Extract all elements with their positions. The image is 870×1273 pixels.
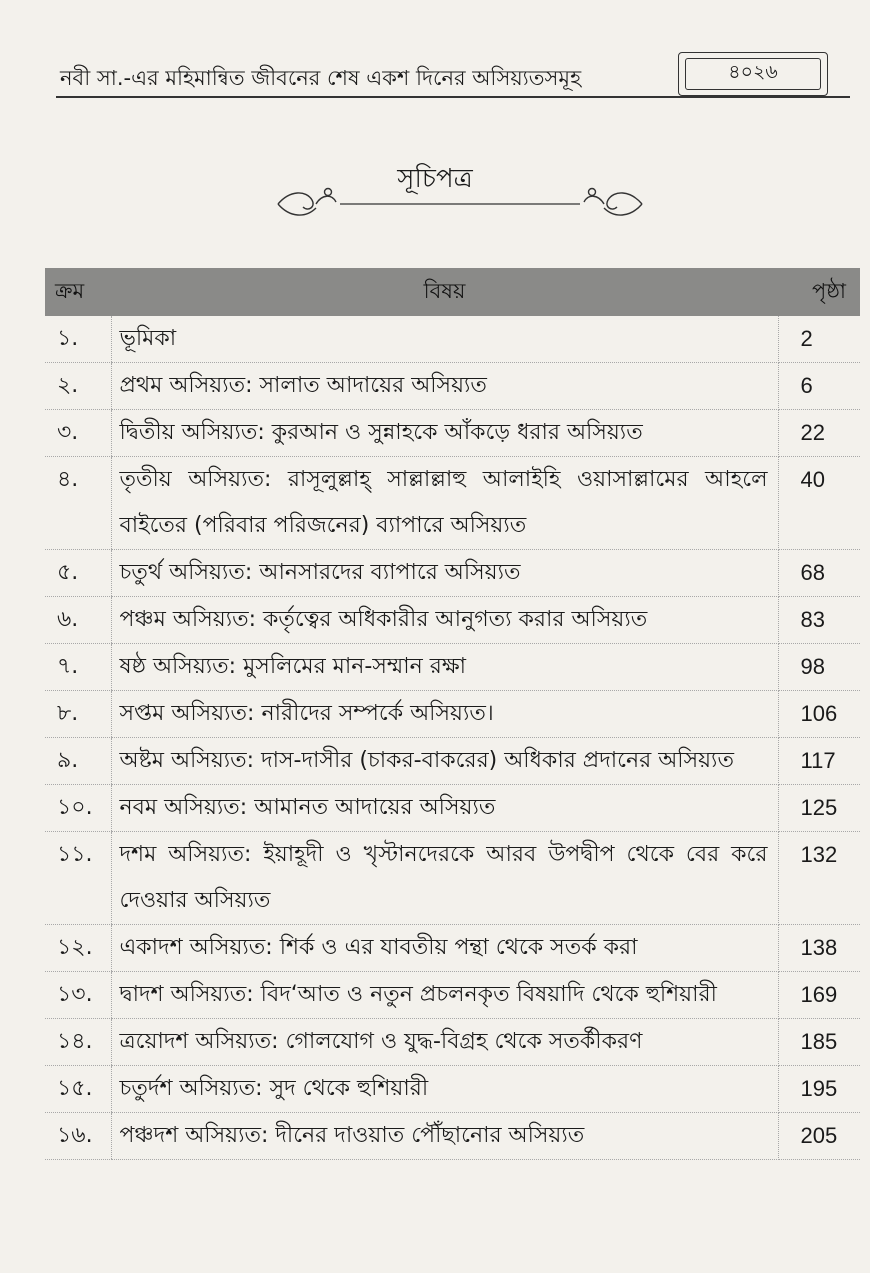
toc-page: 138 [778, 925, 860, 972]
toc-page: 106 [778, 691, 860, 738]
toc-serial: ১৬. [45, 1113, 111, 1160]
toc-serial: ৩. [45, 410, 111, 457]
toc-page: 2 [778, 316, 860, 363]
toc-page: 195 [778, 1066, 860, 1113]
toc-subject: সপ্তম অসিয়্যত: নারীদের সম্পর্কে অসিয়্যত। [111, 691, 778, 738]
toc-page: 132 [778, 832, 860, 925]
table-row [45, 738, 860, 785]
table-row [45, 644, 860, 691]
toc-subject: ত্রয়োদশ অসিয়্যত: গোলযোগ ও যুদ্ধ-বিগ্রহ থেকে সতর্কীকরণ [111, 1019, 778, 1066]
toc-serial: ১. [45, 316, 111, 363]
toc-subject: পঞ্চম অসিয়্যত: কর্তৃত্বের অধিকারীর আনুগত্য করার অসিয়্যত [111, 597, 778, 644]
table-row [45, 1019, 860, 1066]
toc-subject: অষ্টম অসিয়্যত: দাস-দাসীর (চাকর-বাকরের) অধিকার প্রদানের অসিয়্যত [111, 738, 778, 785]
toc-body [45, 316, 860, 1160]
toc-page: 98 [778, 644, 860, 691]
toc-page: 169 [778, 972, 860, 1019]
toc-subject: পঞ্চদশ অসিয়্যত: দীনের দাওয়াত পৌঁছানোর অসিয়্যত [111, 1113, 778, 1160]
toc-serial: ১১. [45, 832, 111, 925]
table-row [45, 550, 860, 597]
toc-page: 185 [778, 1019, 860, 1066]
page-header [30, 52, 850, 98]
toc-subject: ভূমিকা [111, 316, 778, 363]
toc-serial: ১৩. [45, 972, 111, 1019]
col-serial-header: ক্রম [45, 268, 111, 316]
page-number: ৪০২৬ [685, 58, 821, 90]
toc-serial: ২. [45, 363, 111, 410]
toc-page: 205 [778, 1113, 860, 1160]
table-row [45, 457, 860, 550]
toc-serial: ৭. [45, 644, 111, 691]
toc-subject: দশম অসিয়্যত: ইয়াহূদী ও খৃস্টানদেরকে আরব উপদ্বীপ থেকে বের করে দেওয়ার অসিয়্যত [111, 832, 778, 925]
table-row [45, 832, 860, 925]
running-title: নবী সা.-এর মহিমান্বিত জীবনের শেষ একশ দিনের অসিয়্যতসমূহ [60, 66, 582, 90]
toc-page: 6 [778, 363, 860, 410]
toc-serial: ৬. [45, 597, 111, 644]
ornament-divider-icon [270, 180, 650, 224]
table-row [45, 316, 860, 363]
toc-page: 68 [778, 550, 860, 597]
toc-subject: একাদশ অসিয়্যত: শির্ক ও এর যাবতীয় পন্থা থেকে সতর্ক করা [111, 925, 778, 972]
toc-serial: ১২. [45, 925, 111, 972]
table-row [45, 691, 860, 738]
toc-subject: প্রথম অসিয়্যত: সালাত আদায়ের অসিয়্যত [111, 363, 778, 410]
toc-subject: নবম অসিয়্যত: আমানত আদায়ের অসিয়্যত [111, 785, 778, 832]
table-row [45, 363, 860, 410]
toc-page: 117 [778, 738, 860, 785]
table-row [45, 785, 860, 832]
toc-subject: তৃতীয় অসিয়্যত: রাসূলুল্লাহ্ সাল্লাল্লাহু আলাইহি ওয়াসাল্লামের আহলে বাইতের (পরিবার পরিজনের) ব্যাপারে অসিয়্যত [111, 457, 778, 550]
page-number-box [678, 52, 828, 96]
toc-serial: ৫. [45, 550, 111, 597]
toc-serial: ৮. [45, 691, 111, 738]
toc-serial: ৪. [45, 457, 111, 550]
toc-page: 125 [778, 785, 860, 832]
toc-page: 22 [778, 410, 860, 457]
toc-subject: ষষ্ঠ অসিয়্যত: মুসলিমের মান-সম্মান রক্ষা [111, 644, 778, 691]
table-row [45, 1113, 860, 1160]
toc-subject: দ্বাদশ অসিয়্যত: বিদ‘আত ও নতুন প্রচলনকৃত বিষয়াদি থেকে হুশিয়ারী [111, 972, 778, 1019]
table-row [45, 597, 860, 644]
toc-header-row [45, 268, 860, 316]
col-subject-header: বিষয় [111, 268, 778, 316]
toc-serial: ১০. [45, 785, 111, 832]
toc-serial: ৯. [45, 738, 111, 785]
toc-page: 40 [778, 457, 860, 550]
toc-page: 83 [778, 597, 860, 644]
table-row [45, 925, 860, 972]
toc-subject: চতুর্দশ অসিয়্যত: সুদ থেকে হুশিয়ারী [111, 1066, 778, 1113]
toc-title: সূচিপত্র [397, 164, 473, 194]
header-rule [56, 96, 850, 98]
toc-serial: ১৪. [45, 1019, 111, 1066]
toc-table [45, 268, 860, 1160]
table-row [45, 972, 860, 1019]
table-row [45, 410, 860, 457]
toc-subject: চতুর্থ অসিয়্যত: আনসারদের ব্যাপারে অসিয়্যত [111, 550, 778, 597]
col-page-header: পৃষ্ঠা [778, 268, 860, 316]
toc-subject: দ্বিতীয় অসিয়্যত: কুরআন ও সুন্নাহকে আঁকড়ে ধরার অসিয়্যত [111, 410, 778, 457]
table-row [45, 1066, 860, 1113]
toc-serial: ১৫. [45, 1066, 111, 1113]
